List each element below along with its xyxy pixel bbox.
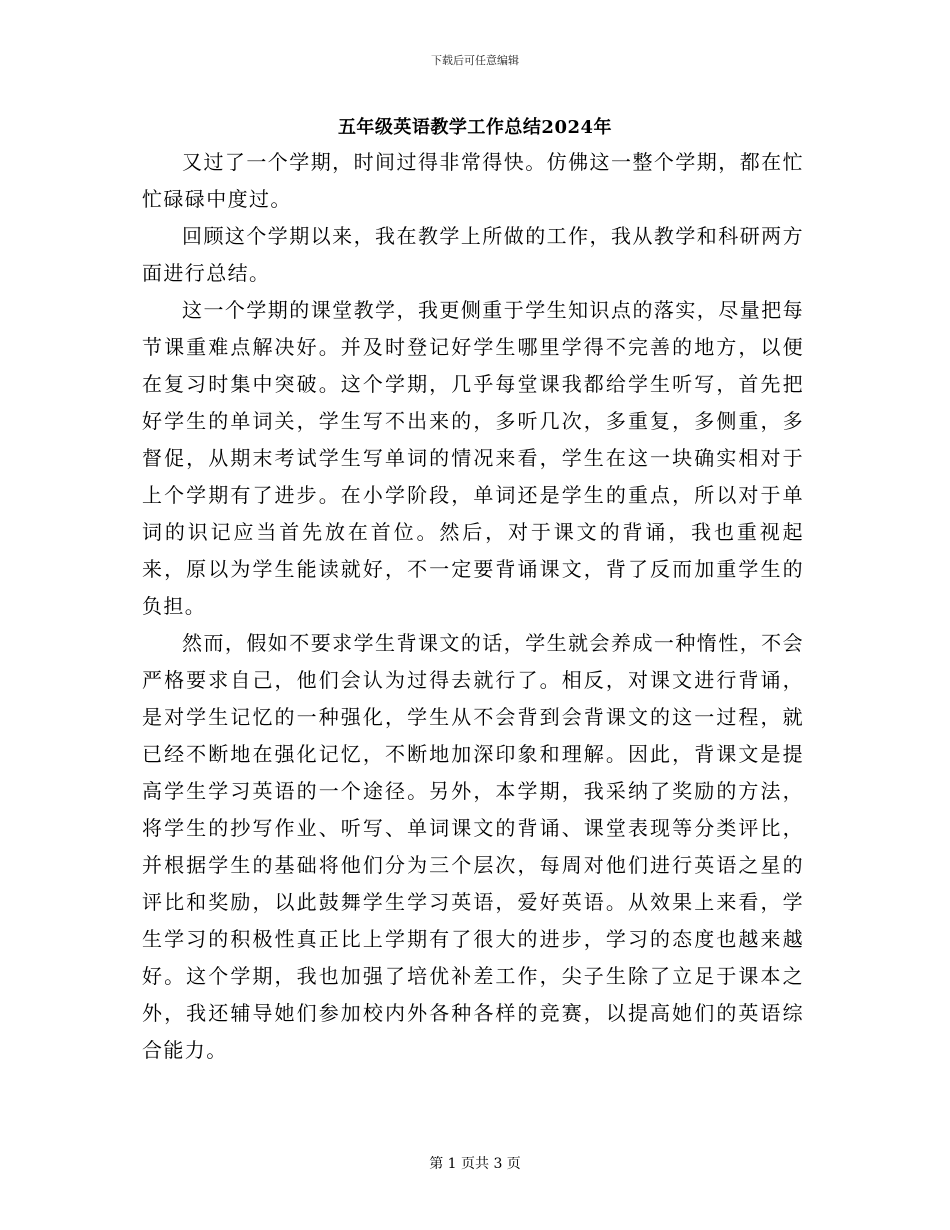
paragraph: 这一个学期的课堂教学，我更侧重于学生知识点的落实，尽量把每节课重难点解决好。并及时登记好学生哪里学得不完善的地方，以便在复习时集中突破。这个学期，几乎每堂课我都给学生听写，首先把好学生的单词关，学生写不出来的，多听几次，多重复，多侧重，多督促，从期末考试学生写单词的情况来看，学生在这一块确实相对于上个学期有了进步。在小学阶段，单词还是学生的重点，所以对于单词的识记应当首先放在首位。然后，对于课文的背诵，我也重视起来，原以为学生能读就好，不一定要背诵课文，背了反而加重学生的负担。 [142, 298, 804, 618]
paragraph: 然而，假如不要求学生背课文的话，学生就会养成一种惰性，不会严格要求自己，他们会认为过得去就行了。相反，对课文进行背诵，是对学生记忆的一种强化，学生从不会背到会背课文的这一过程，就已经不断地在强化记忆，不断地加深印象和理解。因此，背课文是提高学生学习英语的一个途径。另外，本学期，我采纳了奖励的方法，将学生的抄写作业、听写、单词课文的背诵、课堂表现等分类评比，并根据学生的基础将他们分为三个层次，每周对他们进行英语之星的评比和奖励，以此鼓舞学生学习英语，爱好英语。从效果上来看，学生学习的积极性真正比上学期有了很大的进步，学习的态度也越来越好。这个学期，我也加强了培优补差工作，尖子生除了立足于课本之外，我还辅导她们参加校内外各种各样的竞赛，以提高她们的英语综合能力。 [142, 631, 804, 1062]
document-title: 五年级英语教学工作总结2024年 [337, 117, 613, 138]
page-number: 第 1 页共 3 页 [429, 1156, 521, 1172]
paragraph: 又过了一个学期，时间过得非常得快。仿佛这一整个学期，都在忙忙碌碌中度过。 [142, 150, 804, 211]
paragraph: 回顾这个学期以来，我在教学上所做的工作，我从教学和科研两方面进行总结。 [142, 224, 804, 285]
document-body [142, 144, 804, 1069]
page-header-note: 下载后可任意编辑 [431, 54, 519, 67]
